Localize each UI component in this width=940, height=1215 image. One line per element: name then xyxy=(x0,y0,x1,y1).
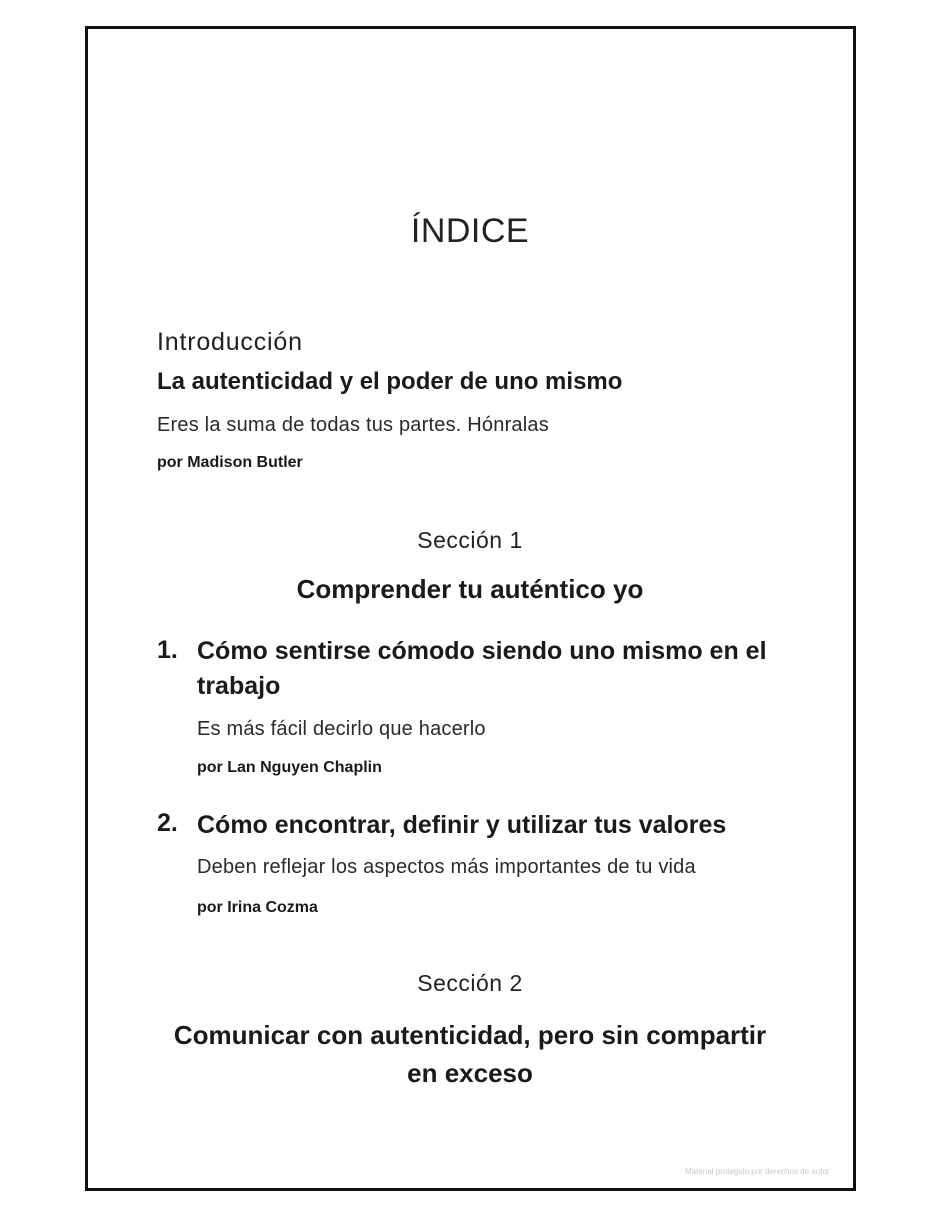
item-2-heading: Cómo encontrar, definir y utilizar tus valores xyxy=(197,811,727,839)
page-title: ÍNDICE xyxy=(410,212,530,250)
intro-author: por Madison Butler xyxy=(157,454,303,471)
item-1-author: por Lan Nguyen Chaplin xyxy=(197,759,382,776)
intro-label: Introducción xyxy=(157,328,303,356)
item-1-heading: Cómo sentirse cómodo siendo uno mismo en el trabajo xyxy=(197,637,767,700)
section-1-label: Sección 1 xyxy=(417,527,523,553)
item-2-subtitle: Deben reflejar los aspectos más importantes de tu vida xyxy=(197,856,696,878)
item-1-number: 1. xyxy=(157,636,178,664)
intro-subtitle: Eres la suma de todas tus partes. Hónralas xyxy=(157,414,549,436)
section-2-heading: Comunicar con autenticidad, pero sin compartir en exceso xyxy=(173,1020,767,1088)
section-1-heading: Comprender tu auténtico yo xyxy=(296,574,644,604)
intro-heading: La autenticidad y el poder de uno mismo xyxy=(157,368,623,395)
item-1-subtitle: Es más fácil decirlo que hacerlo xyxy=(197,718,486,740)
copyright-watermark: Material protegido por derechos de autor xyxy=(685,1167,830,1176)
item-2-author: por Irina Cozma xyxy=(197,899,318,916)
section-2-label: Sección 2 xyxy=(417,970,523,996)
item-2-number: 2. xyxy=(157,809,178,837)
